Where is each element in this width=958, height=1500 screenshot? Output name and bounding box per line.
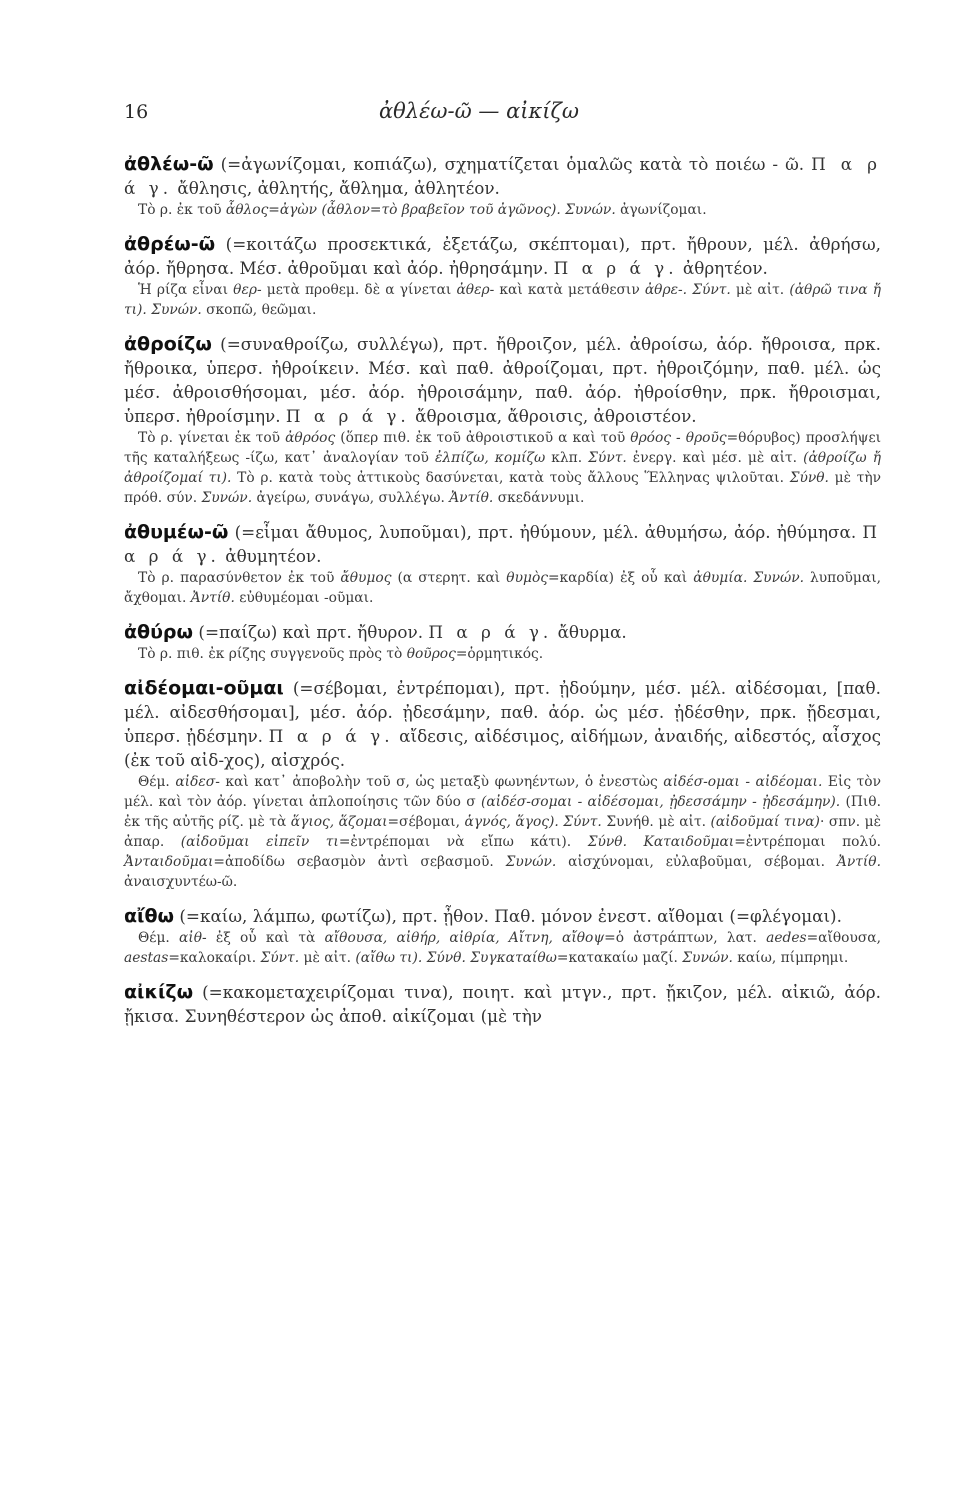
- note-italic: αἰδεσ-: [175, 774, 220, 790]
- definition-text: (=κοιτάζω προσεκτικά, ἐξετάζω, σκέπτομαι), πρτ. ἤθρουν, μέλ. ἀθρήσω, ἀόρ. ἤθρησα. Μέσ. ἀθροῦμαι καὶ ἀόρ. ἠθρησάμην.: [124, 234, 881, 278]
- note-italic: Ἀντίθ.: [190, 590, 235, 606]
- note-italic: ἐλπίζω, κομίζω: [434, 450, 546, 466]
- note-italic: (αἰδέσ-σομαι - αἰδέσομαι, ᾐδεσσάμην - ᾐδεσάμην).: [480, 794, 841, 810]
- note-text: Συνήθ. μὲ αἰτ.: [601, 814, 711, 830]
- entry: [124, 620, 881, 664]
- note-text: κλπ.: [545, 450, 589, 466]
- note-text: μὲ αἰτ.: [730, 282, 790, 298]
- etymology-note: [124, 568, 881, 608]
- note-text: =αἴθουσα,: [806, 930, 881, 946]
- entry-lemma: ἀθύρω: [124, 621, 194, 643]
- entry-definition: [124, 152, 881, 200]
- note-text: =ὁρμητικός.: [455, 646, 544, 662]
- note-italic: (ἀθροίζω ἤ ἀθροίζομαί τι).: [124, 450, 881, 486]
- note-text: =κατακαίω μαζί.: [556, 950, 683, 966]
- entry-definition: [124, 676, 881, 772]
- note-text: ἐξ οὗ καὶ τὰ: [206, 930, 325, 946]
- note-italic: (αἰδοῦμαι εἰπεῖν τι: [180, 834, 339, 850]
- etymology-note: [124, 644, 881, 664]
- note-italic: ἆθλος=ἀγὼν (ἆθλον=τὸ βραβεῖον τοῦ ἀγῶνος). Συνών.: [225, 202, 616, 218]
- note-text: Τὸ ρ. ἐκ τοῦ: [138, 202, 226, 218]
- definition-text: ἀθρητέον.: [677, 258, 768, 278]
- entry-lemma: ἀθλέω-ῶ: [124, 153, 214, 175]
- entry: [124, 332, 881, 508]
- note-text: εὐθυμέομαι -οῦμαι.: [234, 590, 374, 606]
- etymology-note: [124, 928, 881, 968]
- definition-text: (=κακομεταχειρίζομαι τινα), ποιητ. καὶ μτγν., πρτ. ᾔκιζον, μέλ. αἰκιῶ, ἀόρ. ᾔκισα. Συνηθέστερον ὡς ἀποθ. αἰκίζομαι (μὲ τὴν: [124, 982, 881, 1026]
- note-text: =σέβομαι,: [387, 814, 465, 830]
- entry-lemma: αἰκίζω: [124, 981, 194, 1003]
- note-italic: Συνών.: [505, 854, 557, 870]
- entry-definition: [124, 620, 881, 644]
- note-italic: ἄθυμος: [340, 570, 392, 586]
- definition-text: ἄθροισμα, ἄθροισις, ἀθροιστέον.: [409, 406, 697, 426]
- definition-text: (=παίζω) καὶ πρτ. ἤθυρον.: [193, 622, 429, 642]
- note-italic: θοῦρος: [406, 646, 456, 662]
- note-text: μετὰ προθεμ. δὲ α γίνεται: [261, 282, 457, 298]
- note-text: Τὸ ρ. γίνεται ἐκ τοῦ: [138, 430, 286, 446]
- etymology-note: [124, 200, 881, 220]
- note-text: =ἐντρέπομαι νὰ εἴπω κάτι).: [338, 834, 588, 850]
- definition-text: ἄθυρμα.: [552, 622, 627, 642]
- note-text: αἰσχύνομαι, εὐλαβοῦμαι, σέβομαι.: [556, 854, 837, 870]
- note-italic: ἀθερ-: [456, 282, 495, 298]
- note-text: Θέμ.: [138, 930, 179, 946]
- note-text: καὶ κατ᾽ ἀποβολὴν τοῦ σ, ὡς μεταξὺ φωνηέντων, ὁ ἐνεστὼς: [219, 774, 664, 790]
- note-italic: Σύντ.: [588, 450, 627, 466]
- note-italic: θερ-: [233, 282, 262, 298]
- note-text: Τὸ ρ. παρασύνθετον ἐκ τοῦ: [138, 570, 341, 586]
- entry-lemma: αἰδέομαι-οῦμαι: [124, 677, 284, 699]
- entry: [124, 904, 881, 968]
- note-text: μὲ τὴν πρόθ. σύν.: [124, 470, 881, 506]
- definition-text: αἴδεσις, αἰδέσιμος, αἰδήμων, ἀναιδής, αἰδεστός, αἶσχος (ἐκ τοῦ αἰδ-χος), αἰσχρός.: [124, 726, 881, 770]
- paragoga-label: Π α ρ ά γ.: [428, 622, 553, 642]
- entry: [124, 520, 881, 608]
- note-text: =ἀποδίδω σεβασμὸν ἀντὶ σεβασμοῦ.: [213, 854, 506, 870]
- etymology-note: [124, 772, 881, 892]
- note-italic: Ἀντίθ.: [836, 854, 881, 870]
- note-text: (Πιθ. ἐκ τῆς αὐτῆς ρίζ. μὲ τὰ: [124, 794, 881, 830]
- note-text: =θόρυβος) προσλήψει τῆς καταλήξεως -ίζω, κατ᾽ ἀναλογίαν τοῦ: [124, 430, 881, 466]
- note-italic: (ἀθρῶ τινα ἤ τι). Συνών.: [124, 282, 882, 318]
- note-italic: ἁγνός, ἅγος). Σύντ.: [464, 814, 602, 830]
- entry: [124, 152, 881, 220]
- note-text: καὶ κατὰ μετάθεσιν: [494, 282, 645, 298]
- entry-definition: [124, 904, 881, 928]
- entry: [124, 980, 881, 1028]
- paragoga-label: Π α ρ ά γ.: [124, 154, 881, 198]
- note-italic: αἰθ-: [178, 930, 207, 946]
- note-text: (α στερητ. καὶ: [391, 570, 507, 586]
- note-italic: Συνών.: [682, 950, 733, 966]
- note-italic: αἰδέσ-ομαι - αἰδέομαι.: [663, 774, 823, 790]
- definition-text: (=συναθροίζω, συλλέγω), πρτ. ἤθροιζον, μέλ. ἀθροίσω, ἀόρ. ἤθροισα, πρκ. ἤθροικα, ὑπερσ. ἠθροίκειν. Μέσ. καὶ παθ. ἀθροίζομαι, πρτ. ἠθροιζόμην, παθ. μέλ. ὡς μέσ. ἀθροισθήσομαι, μέσ. ἀόρ. ἠθροισάμην, παθ. ἀόρ. ἠθροίσθην, πρκ. ἤθροισμαι, ὑπερσ. ἠθροίσμην.: [124, 334, 881, 426]
- entry-lemma: ἀθροίζω: [124, 333, 212, 355]
- entry: [124, 676, 881, 892]
- note-text: =καλοκαίρι.: [168, 950, 261, 966]
- entry-lemma: ἀθυμέω-ῶ: [124, 521, 229, 543]
- note-italic: ἀθρε-. Σύντ.: [644, 282, 731, 298]
- note-italic: θρόος - θροῦς: [630, 430, 727, 446]
- note-text: Εἰς τὸν μέλ. καὶ τὸν ἀόρ. γίνεται ἁπλοποίησις τῶν δύο σ: [124, 774, 881, 810]
- definition-text: (=καίω, λάμπω, φωτίζω), πρτ. ᾖθον. Παθ. μόνον ἐνεστ. αἴθομαι (=φλέγομαι).: [174, 906, 842, 926]
- page-number: 16: [124, 101, 149, 123]
- paragoga-label: Π α ρ ά γ.: [124, 522, 881, 566]
- note-italic: Ἀνταιδοῦμαι: [124, 854, 214, 870]
- entry-definition: [124, 232, 881, 280]
- note-text: =καρδία) ἐξ οὗ καὶ: [547, 570, 694, 586]
- note-text: ἀγωνίζομαι.: [615, 202, 707, 218]
- note-italic: Σύνθ.: [789, 470, 829, 486]
- note-text: (ὅπερ πιθ. ἐκ τοῦ ἀθροιστικοῦ α καὶ τοῦ: [335, 430, 631, 446]
- entry-lemma: αἴθω: [124, 905, 175, 927]
- note-text: Τὸ ρ. κατὰ τοὺς ἀττικοὺς δασύνεται, κατὰ τοὺς ἄλλους Ἕλληνας ψιλοῦται.: [231, 470, 790, 486]
- note-text: =ὁ ἀστράπτων, λατ.: [604, 930, 767, 946]
- note-text: ἀγείρω, συνάγω, συλλέγω.: [252, 490, 450, 506]
- note-text: =ἐντρέπομαι πολύ.: [734, 834, 881, 850]
- note-text: σκοπῶ, θεῶμαι.: [201, 302, 317, 318]
- definition-text: ἄθλησις, ἀθλητής, ἄθλημα, ἀθλητέον.: [172, 178, 500, 198]
- note-italic: (αἰδοῦμαί τινα): [710, 814, 820, 830]
- definition-text: (=σέβομαι, ἐντρέπομαι), πρτ. ᾐδούμην, μέσ. μέλ. αἰδέσομαι, [παθ. μέλ. αἰδεσθήσομαι], μέσ. ἀόρ. ᾐδεσάμην, παθ. ἀόρ. ὡς μέσ. ᾐδέσθην, πρκ. ᾔδεσμαι, ὑπερσ. ᾐδέσμην.: [124, 678, 881, 746]
- note-italic: θυμὸς: [506, 570, 548, 586]
- definition-text: ἀθυμητέον.: [219, 546, 322, 566]
- paragoga-label: Π α ρ ά γ.: [553, 258, 678, 278]
- note-italic: Συνών.: [201, 490, 253, 506]
- note-italic: aedes: [766, 930, 807, 946]
- note-italic: ἀθυμία. Συνών.: [693, 570, 804, 586]
- note-text: Ἡ ρίζα εἶναι: [138, 282, 234, 298]
- note-italic: Σύνθ. Καταιδοῦμαι: [587, 834, 735, 850]
- dictionary-body: [124, 152, 881, 1040]
- entry-definition: [124, 332, 881, 428]
- entry-definition: [124, 980, 881, 1028]
- note-italic: Σύντ.: [260, 950, 300, 966]
- entry-lemma: ἀθρέω-ῶ: [124, 233, 216, 255]
- etymology-note: [124, 428, 881, 508]
- running-title: ἀθλέω-ῶ — αἰκίζω: [378, 99, 580, 123]
- note-text: Θέμ.: [138, 774, 176, 790]
- entry-definition: [124, 520, 881, 568]
- note-text: μὲ αἰτ.: [299, 950, 356, 966]
- note-text: Τὸ ρ. πιθ. ἐκ ρίζης συγγενοῦς πρὸς τὸ: [138, 646, 407, 662]
- note-italic: (αἴθω τι). Σύνθ. Συγκαταίθω: [355, 950, 557, 966]
- note-text: ἐνεργ. καὶ μέσ. μὲ αἰτ.: [626, 450, 804, 466]
- note-text: σκεδάννυμι.: [493, 490, 585, 506]
- definition-text: (=ἀγωνίζομαι, κοπιάζω), σχηματίζεται ὁμαλῶς κατὰ τὸ ποιέω - ῶ.: [213, 154, 812, 174]
- paragoga-label: Π α ρ ά γ.: [285, 406, 410, 426]
- note-text: · σπν. μὲ ἀπαρ.: [124, 814, 881, 850]
- etymology-note: [124, 280, 881, 320]
- note-italic: aestas: [124, 950, 169, 966]
- note-italic: ἅγιος, ἅζομαι: [290, 814, 388, 830]
- note-italic: αἴθουσα, αἰθήρ, αἰθρία, Αἴτνη, αἴθοψ: [324, 930, 605, 946]
- definition-text: (=εἶμαι ἄθυμος, λυποῦμαι), πρτ. ἠθύμουν, μέλ. ἀθυμήσω, ἀόρ. ἠθύμησα.: [228, 522, 863, 542]
- note-text: ἀναισχυντέω-ῶ.: [124, 874, 238, 890]
- paragoga-label: Π α ρ ά γ.: [268, 726, 394, 746]
- note-italic: ἀθρόος: [285, 430, 336, 446]
- note-italic: Ἀντίθ.: [449, 490, 494, 506]
- note-text: καίω, πίμπρημι.: [732, 950, 849, 966]
- note-text: λυποῦμαι, ἄχθομαι.: [124, 570, 882, 606]
- entry: [124, 232, 881, 320]
